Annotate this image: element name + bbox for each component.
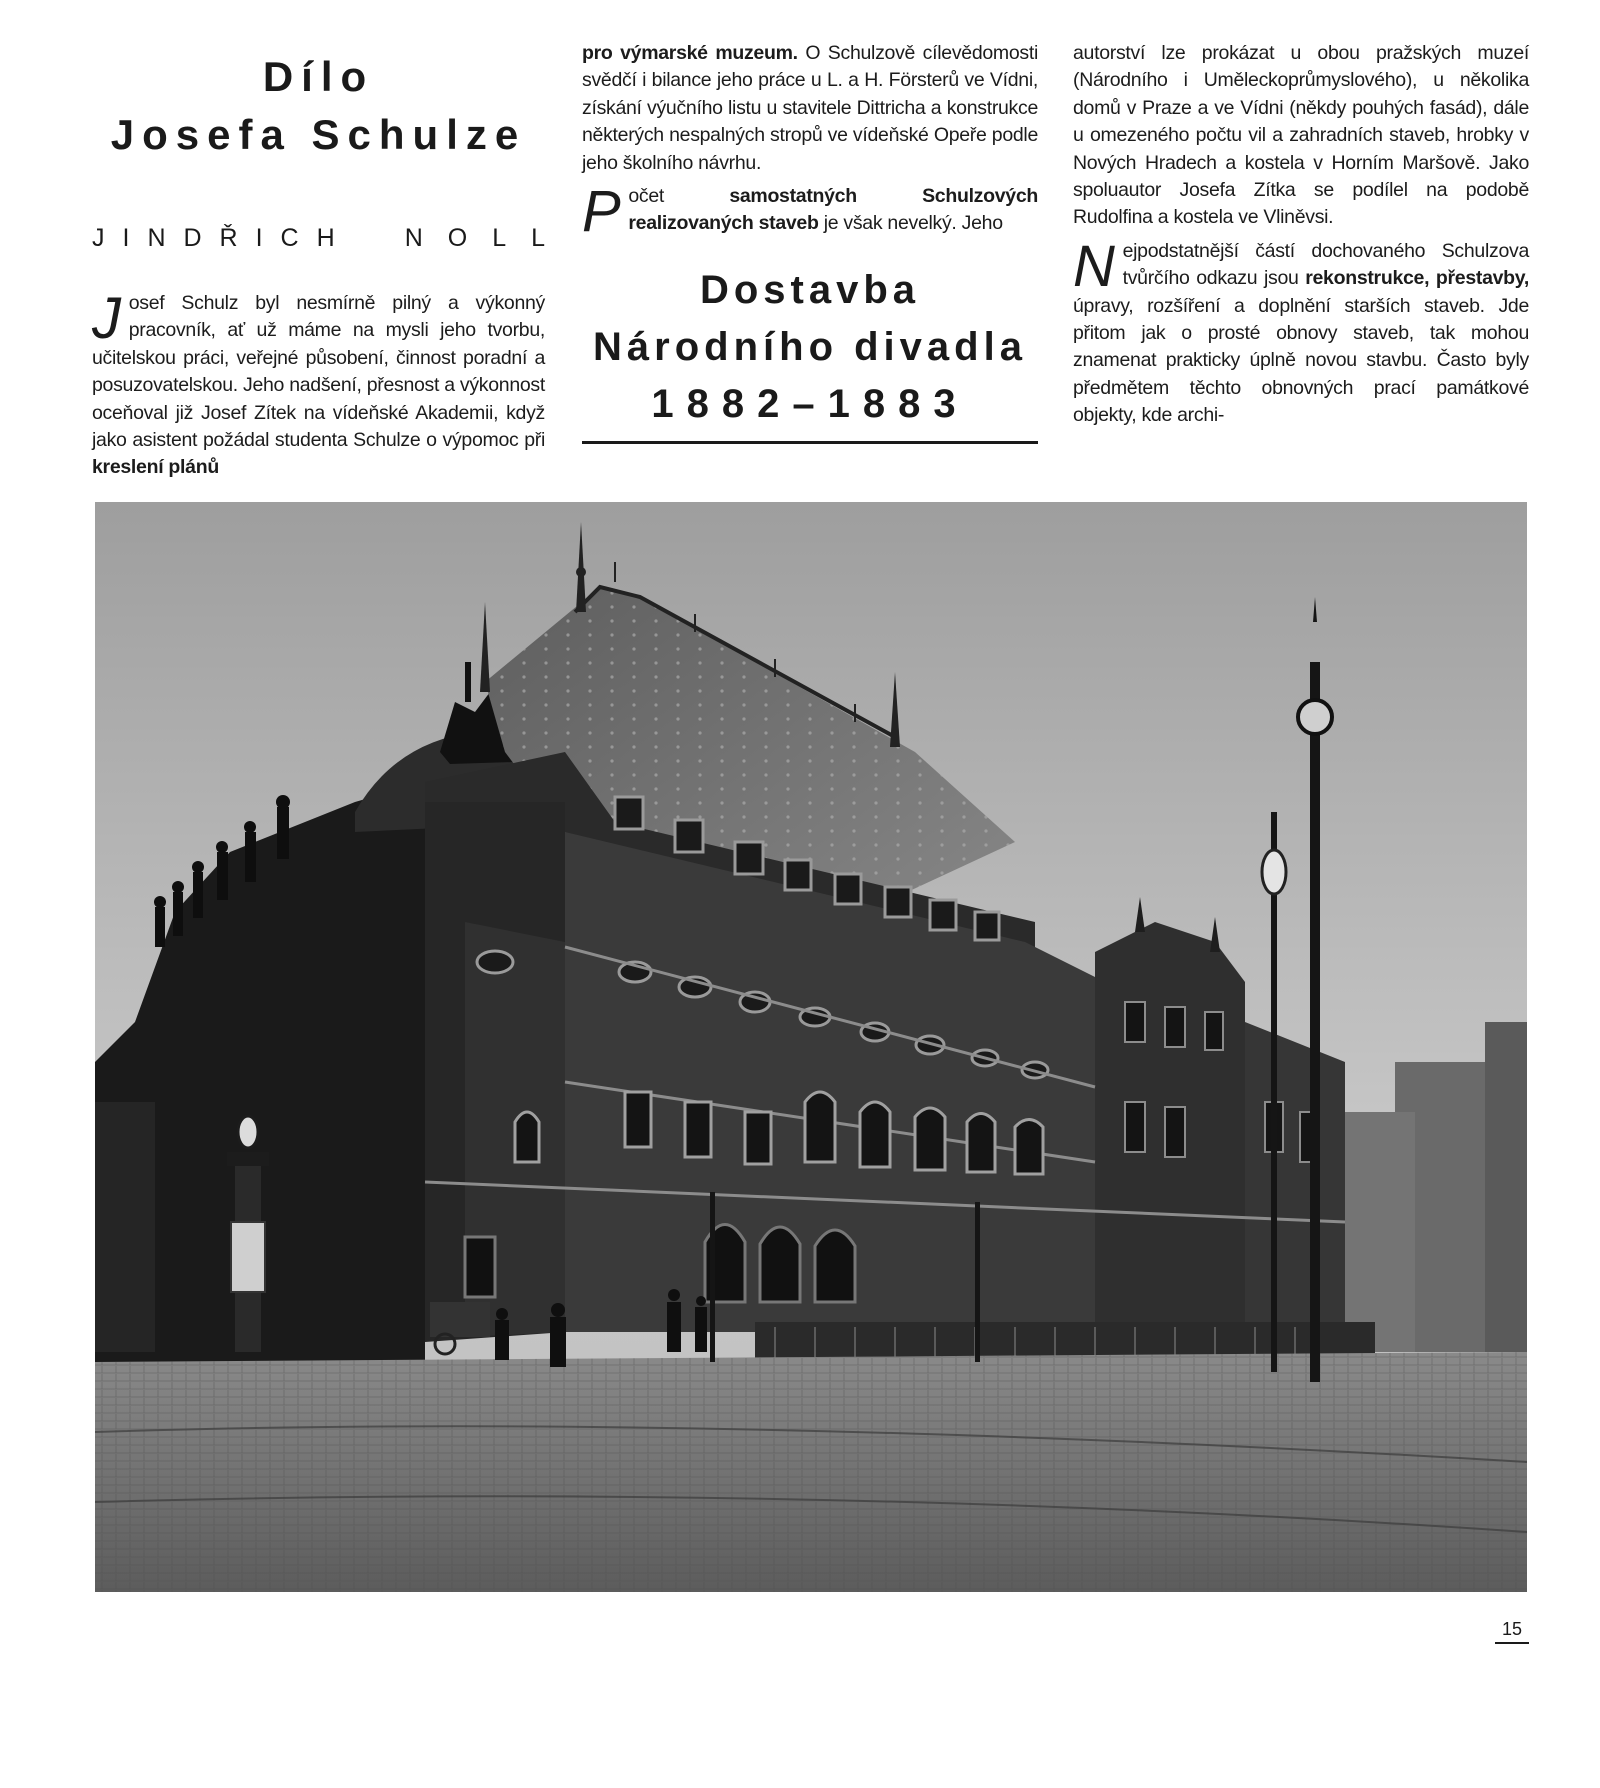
section-heading [582, 262, 1038, 433]
left-column [92, 40, 570, 482]
section-heading-years: 1882–1883 [651, 381, 969, 426]
drop-cap-p: P [582, 179, 621, 245]
heading-underline [582, 441, 1038, 444]
continued-bold-text: pro výmarské muzeum. [582, 42, 798, 64]
section-heading-line-1: Dostavba [699, 267, 921, 312]
right-column [1073, 40, 1529, 430]
article-title [92, 48, 545, 164]
drop-cap-j: J [92, 286, 121, 351]
drop-cap-n: N [1073, 233, 1115, 299]
authorship-text: autorství lze prokázat u obou pražských muzeí (Národního i Uměleckoprůmyslového), u několika domů v Praze a ve Vídni (někdy pouhých fasád), dále u omezeného počtu vil a zahradních staveb, hrobky v Nových Hradech a kostela v Horním Maršově. Jako spoluautor Josefa Zítka se podílel na podobě Rudolfina a kostela ve Vliněvsi. [1073, 42, 1529, 229]
section-heading-line-2: Národního divadla [593, 324, 1027, 369]
authorship-paragraph [1073, 40, 1529, 232]
realizations-text-end: je však nevelký. Jeho [818, 212, 1003, 235]
author-byline [92, 224, 570, 253]
reconstruction-paragraph [1073, 233, 1529, 430]
intro-paragraph [92, 286, 545, 482]
continued-paragraph [582, 40, 1038, 177]
national-theatre-photo [95, 502, 1527, 1592]
article-title-line-1: Dílo [262, 53, 375, 100]
reconstruction-bold-text: rekonstrukce, přestavby, [1305, 267, 1529, 290]
intro-text: osef Schulz byl nesmírně pilný a výkonný pracovník, ať už máme na mysli jeho tvorbu, učitelskou práci, veřejné působení, činnost poradní a posuzovatelskou. Jeho nadšení, přesnost a výkonnost oceňoval již Josef Zítek na vídeňské Akademii, když jako asistent požádal studenta Schulze o výpomoc při [92, 292, 545, 452]
reconstruction-text-start: ejpodstatnější částí dochovaného Schulzova tvůrčího odkazu jsou [1122, 239, 1529, 290]
author-last-name: NOLL [404, 224, 570, 252]
continued-text: O Schulzově cílevědomosti svědčí i bilance jeho práce u L. a H. Försterů ve Vídni, získání výučního listu u stavitele Dittricha a konstrukce některých nespalných stropů ve vídeňské Opeře podle jeho školního návrhu. [582, 42, 1038, 174]
realizations-text-start: očet [628, 185, 730, 208]
realizations-bold-text: samostatných Schulzových realizovaných staveb [628, 185, 1038, 235]
article-title-line-2: Josefa Schulze [110, 111, 527, 158]
page-number-rule [1495, 1642, 1529, 1644]
intro-bold-text: kreslení plánů [92, 456, 219, 479]
author-first-name: JINDŘICH [92, 224, 353, 252]
realizations-paragraph [582, 179, 1038, 245]
reconstruction-text-end: úpravy, rozšíření a doplnění starších staveb. Jde přitom jak o prosté obnovy staveb, tak mohou znamenat prakticky úplně novou stavbu. Často byly předmětem těchto obnovných prací památkové objekty, kde archi- [1073, 294, 1529, 427]
middle-column [582, 40, 1038, 444]
page-number: 15 [1501, 1619, 1523, 1639]
